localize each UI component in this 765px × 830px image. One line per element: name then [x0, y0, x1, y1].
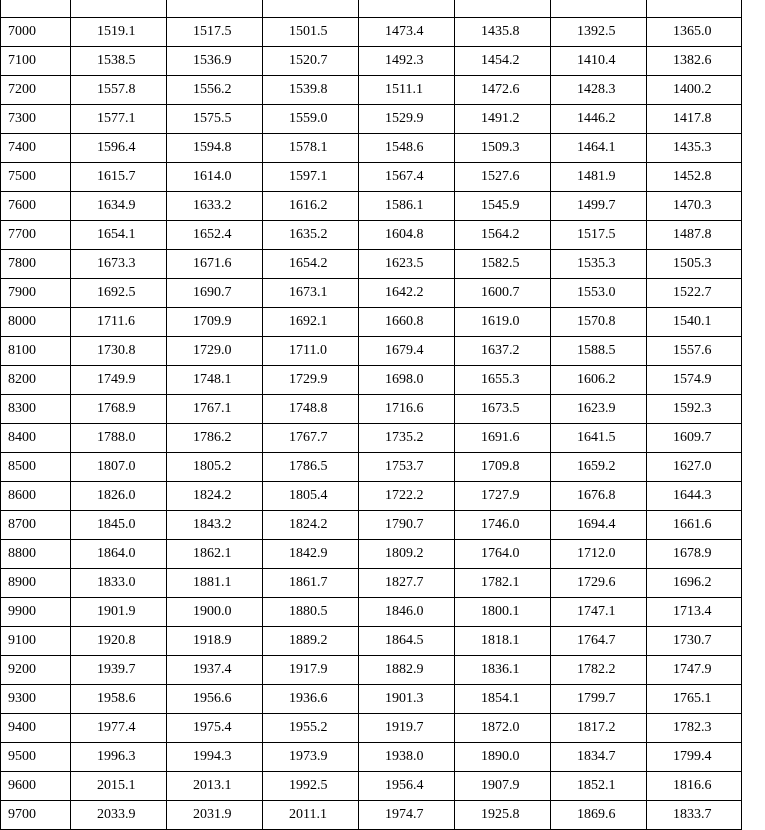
row-label-cell: 7700 — [1, 221, 71, 250]
table-cell: 1652.4 — [167, 221, 263, 250]
table-cell: 1925.8 — [455, 801, 551, 830]
table-cell: 1864.5 — [359, 627, 455, 656]
table-cell: 1711.0 — [263, 337, 359, 366]
table-cell: 1540.1 — [647, 308, 742, 337]
table-cell: 1644.3 — [647, 482, 742, 511]
table-cell: 1597.1 — [263, 163, 359, 192]
table-cell: 1673.3 — [71, 250, 167, 279]
row-label-cell: 8700 — [1, 511, 71, 540]
table-cell: 1692.1 — [263, 308, 359, 337]
table-row — [1, 453, 742, 482]
table-cell: 1872.0 — [455, 714, 551, 743]
table-cell: 1749.9 — [71, 366, 167, 395]
table-cell: 1588.5 — [551, 337, 647, 366]
table-cell: 1527.6 — [455, 163, 551, 192]
table-cell: 1529.9 — [359, 105, 455, 134]
table-cell: 1499.7 — [551, 192, 647, 221]
table-cell: 1428.3 — [551, 76, 647, 105]
table-cell: 1435.3 — [647, 134, 742, 163]
table-cell: 1654.1 — [71, 221, 167, 250]
table-cell: 1864.0 — [71, 540, 167, 569]
table-cell: 1690.7 — [167, 279, 263, 308]
row-label-cell: 7800 — [1, 250, 71, 279]
table-row — [1, 540, 742, 569]
table-cell: 1936.6 — [263, 685, 359, 714]
table-cell: 1974.7 — [359, 801, 455, 830]
row-label-cell: 8900 — [1, 569, 71, 598]
table-cell: 1472.6 — [455, 76, 551, 105]
table-cell: 1592.3 — [647, 395, 742, 424]
table-row — [1, 337, 742, 366]
table-cell: 1790.7 — [359, 511, 455, 540]
table-cell: 1473.4 — [359, 18, 455, 47]
row-label-cell: 8600 — [1, 482, 71, 511]
table-cell: 1659.2 — [551, 453, 647, 482]
table-cell: 1764.7 — [551, 627, 647, 656]
table-cell: 1890.0 — [455, 743, 551, 772]
table-cell — [359, 0, 455, 18]
table-cell: 1973.9 — [263, 743, 359, 772]
table-cell: 1786.5 — [263, 453, 359, 482]
table-cell: 1673.1 — [263, 279, 359, 308]
table-cell: 1767.1 — [167, 395, 263, 424]
table-cell: 1417.8 — [647, 105, 742, 134]
table-cell: 1570.8 — [551, 308, 647, 337]
table-cell: 1634.9 — [71, 192, 167, 221]
table-cell: 1517.5 — [551, 221, 647, 250]
table-cell: 1730.7 — [647, 627, 742, 656]
table-cell: 1827.7 — [359, 569, 455, 598]
table-row — [1, 714, 742, 743]
table-cell: 2031.9 — [167, 801, 263, 830]
table-cell: 1956.6 — [167, 685, 263, 714]
table-cell: 1800.1 — [455, 598, 551, 627]
table-row — [1, 192, 742, 221]
table-cell: 1559.0 — [263, 105, 359, 134]
table-cell: 1578.1 — [263, 134, 359, 163]
table-cell: 1817.2 — [551, 714, 647, 743]
table-cell: 1709.8 — [455, 453, 551, 482]
table-row — [1, 308, 742, 337]
table-cell: 1454.2 — [455, 47, 551, 76]
table-cell: 1691.6 — [455, 424, 551, 453]
table-cell: 1464.1 — [551, 134, 647, 163]
table-cell: 1548.6 — [359, 134, 455, 163]
table-cell: 1994.3 — [167, 743, 263, 772]
table-cell: 1805.2 — [167, 453, 263, 482]
table-cell: 1919.7 — [359, 714, 455, 743]
table-cell: 1586.1 — [359, 192, 455, 221]
table-cell: 1788.0 — [71, 424, 167, 453]
table-cell: 1594.8 — [167, 134, 263, 163]
table-row — [1, 47, 742, 76]
table-cell: 1764.0 — [455, 540, 551, 569]
row-label-cell: 7000 — [1, 18, 71, 47]
table-cell: 1446.2 — [551, 105, 647, 134]
table-row — [1, 743, 742, 772]
table-cell: 1782.3 — [647, 714, 742, 743]
table-cell: 1637.2 — [455, 337, 551, 366]
table-row — [1, 250, 742, 279]
table-cell: 1553.0 — [551, 279, 647, 308]
table-cell: 1955.2 — [263, 714, 359, 743]
table-cell: 1615.7 — [71, 163, 167, 192]
table-cell: 1641.5 — [551, 424, 647, 453]
table-cell: 1786.2 — [167, 424, 263, 453]
table-cell: 1918.9 — [167, 627, 263, 656]
table-cell: 2011.1 — [263, 801, 359, 830]
table-cell: 1567.4 — [359, 163, 455, 192]
row-label-cell: 9200 — [1, 656, 71, 685]
table-cell: 1753.7 — [359, 453, 455, 482]
row-label-cell: 9900 — [1, 598, 71, 627]
row-label-cell: 7300 — [1, 105, 71, 134]
row-label-cell: 9300 — [1, 685, 71, 714]
table-cell: 1692.5 — [71, 279, 167, 308]
table-row — [1, 163, 742, 192]
table-cell: 1729.0 — [167, 337, 263, 366]
table-cell: 1619.0 — [455, 308, 551, 337]
table-cell: 1679.4 — [359, 337, 455, 366]
table-cell: 1937.4 — [167, 656, 263, 685]
table-cell — [263, 0, 359, 18]
table-cell: 1746.0 — [455, 511, 551, 540]
table-cell: 1869.6 — [551, 801, 647, 830]
table-row — [1, 656, 742, 685]
table-cell: 1609.7 — [647, 424, 742, 453]
table-cell: 1519.1 — [71, 18, 167, 47]
table-cell: 1920.8 — [71, 627, 167, 656]
table-cell — [1, 0, 71, 18]
table-cell: 1768.9 — [71, 395, 167, 424]
table-cell: 1635.2 — [263, 221, 359, 250]
row-label-cell: 9700 — [1, 801, 71, 830]
table-cell: 1698.0 — [359, 366, 455, 395]
table-cell: 1901.9 — [71, 598, 167, 627]
table-cell: 1539.8 — [263, 76, 359, 105]
table-cell: 1854.1 — [455, 685, 551, 714]
row-label-cell: 8400 — [1, 424, 71, 453]
table-cell: 1711.6 — [71, 308, 167, 337]
row-label-cell: 8500 — [1, 453, 71, 482]
table-cell: 1748.1 — [167, 366, 263, 395]
row-label-cell: 8200 — [1, 366, 71, 395]
table-cell: 1782.1 — [455, 569, 551, 598]
table-cell: 1535.3 — [551, 250, 647, 279]
table-cell: 1977.4 — [71, 714, 167, 743]
table-cell: 1833.0 — [71, 569, 167, 598]
table-cell: 1846.0 — [359, 598, 455, 627]
table-cell: 1709.9 — [167, 308, 263, 337]
table-cell: 1861.7 — [263, 569, 359, 598]
table-row — [1, 221, 742, 250]
row-label-cell: 8000 — [1, 308, 71, 337]
table-cell: 1522.7 — [647, 279, 742, 308]
table-cell: 1996.3 — [71, 743, 167, 772]
table-cell: 1410.4 — [551, 47, 647, 76]
table-cell: 1575.5 — [167, 105, 263, 134]
table-cell: 1600.7 — [455, 279, 551, 308]
table-cell: 1694.4 — [551, 511, 647, 540]
table-cell — [167, 0, 263, 18]
table-cell: 1713.4 — [647, 598, 742, 627]
table-cell: 1660.8 — [359, 308, 455, 337]
table-row — [1, 511, 742, 540]
row-label-cell: 7400 — [1, 134, 71, 163]
table-cell: 2013.1 — [167, 772, 263, 801]
table-cell: 1400.2 — [647, 76, 742, 105]
table-cell: 1722.2 — [359, 482, 455, 511]
table-cell: 1606.2 — [551, 366, 647, 395]
row-label-cell: 7100 — [1, 47, 71, 76]
table-cell: 1382.6 — [647, 47, 742, 76]
table-row — [1, 685, 742, 714]
table-cell: 1536.9 — [167, 47, 263, 76]
table-cell: 1834.7 — [551, 743, 647, 772]
table-cell: 2015.1 — [71, 772, 167, 801]
table-cell: 1696.2 — [647, 569, 742, 598]
table-cell: 1452.8 — [647, 163, 742, 192]
table-cell: 1748.8 — [263, 395, 359, 424]
table-cell: 1938.0 — [359, 743, 455, 772]
table-cell: 1939.7 — [71, 656, 167, 685]
table-cell: 1557.8 — [71, 76, 167, 105]
row-label-cell: 9500 — [1, 743, 71, 772]
row-label-cell: 8300 — [1, 395, 71, 424]
table-cell: 1712.0 — [551, 540, 647, 569]
table-cell: 1767.7 — [263, 424, 359, 453]
table-cell: 1633.2 — [167, 192, 263, 221]
table-cell: 1843.2 — [167, 511, 263, 540]
table-cell: 1730.8 — [71, 337, 167, 366]
row-label-cell: 9100 — [1, 627, 71, 656]
table-cell: 1956.4 — [359, 772, 455, 801]
table-row — [1, 424, 742, 453]
table-cell: 1747.9 — [647, 656, 742, 685]
table-cell: 1623.9 — [551, 395, 647, 424]
table-cell: 1655.3 — [455, 366, 551, 395]
table-row — [1, 18, 742, 47]
row-label-cell: 7600 — [1, 192, 71, 221]
table-cell: 1491.2 — [455, 105, 551, 134]
table-row — [1, 105, 742, 134]
table-cell: 1673.5 — [455, 395, 551, 424]
table-cell: 1833.7 — [647, 801, 742, 830]
row-label-cell: 7200 — [1, 76, 71, 105]
table-cell: 1889.2 — [263, 627, 359, 656]
table-row — [1, 801, 742, 830]
table-cell: 1365.0 — [647, 18, 742, 47]
row-label-cell: 9600 — [1, 772, 71, 801]
table-cell: 1917.9 — [263, 656, 359, 685]
table-cell: 1538.5 — [71, 47, 167, 76]
row-label-cell: 9400 — [1, 714, 71, 743]
table-cell: 1604.8 — [359, 221, 455, 250]
table-cell: 1900.0 — [167, 598, 263, 627]
table-cell: 1824.2 — [263, 511, 359, 540]
table-cell: 1782.2 — [551, 656, 647, 685]
table-cell: 1481.9 — [551, 163, 647, 192]
table-cell: 1520.7 — [263, 47, 359, 76]
table-cell: 1661.6 — [647, 511, 742, 540]
table-cell: 1958.6 — [71, 685, 167, 714]
table-row — [1, 366, 742, 395]
row-label-cell: 7900 — [1, 279, 71, 308]
table-cell: 1901.3 — [359, 685, 455, 714]
table-cell: 1623.5 — [359, 250, 455, 279]
table-cell: 1729.6 — [551, 569, 647, 598]
table-cell: 1501.5 — [263, 18, 359, 47]
table-cell: 1807.0 — [71, 453, 167, 482]
table-cell: 1616.2 — [263, 192, 359, 221]
table-cell: 1470.3 — [647, 192, 742, 221]
table-cell: 1816.6 — [647, 772, 742, 801]
table-cell: 1487.8 — [647, 221, 742, 250]
table-cell: 1845.0 — [71, 511, 167, 540]
table-cell: 1654.2 — [263, 250, 359, 279]
table-cell: 1836.1 — [455, 656, 551, 685]
table-row — [1, 598, 742, 627]
table-cell: 1614.0 — [167, 163, 263, 192]
table-cell: 2033.9 — [71, 801, 167, 830]
table-row — [1, 76, 742, 105]
table-cell: 1729.9 — [263, 366, 359, 395]
table-cell: 1805.4 — [263, 482, 359, 511]
table-row — [1, 482, 742, 511]
table-cell: 1678.9 — [647, 540, 742, 569]
table-cell: 1574.9 — [647, 366, 742, 395]
table-cell — [647, 0, 742, 18]
table-cell: 1642.2 — [359, 279, 455, 308]
table-cell: 1505.3 — [647, 250, 742, 279]
table-cell: 1509.3 — [455, 134, 551, 163]
table-cell: 1582.5 — [455, 250, 551, 279]
table-cell: 1882.9 — [359, 656, 455, 685]
table-cell: 1862.1 — [167, 540, 263, 569]
table-cell: 1735.2 — [359, 424, 455, 453]
table-cell: 1727.9 — [455, 482, 551, 511]
table-cell: 1799.4 — [647, 743, 742, 772]
table-cell: 1881.1 — [167, 569, 263, 598]
row-label-cell: 7500 — [1, 163, 71, 192]
table-row — [1, 134, 742, 163]
table-cell: 1799.7 — [551, 685, 647, 714]
table-cell — [551, 0, 647, 18]
table-cell: 1577.1 — [71, 105, 167, 134]
row-label-cell: 8800 — [1, 540, 71, 569]
table-cell — [455, 0, 551, 18]
table-cell: 1545.9 — [455, 192, 551, 221]
table-cell: 1596.4 — [71, 134, 167, 163]
table-cell: 1517.5 — [167, 18, 263, 47]
row-label-cell: 8100 — [1, 337, 71, 366]
table-cell: 1676.8 — [551, 482, 647, 511]
table-cell: 1716.6 — [359, 395, 455, 424]
table-cell: 1809.2 — [359, 540, 455, 569]
table-cell: 1824.2 — [167, 482, 263, 511]
table-row — [1, 395, 742, 424]
table-cell: 1627.0 — [647, 453, 742, 482]
table-cell: 1818.1 — [455, 627, 551, 656]
table-cell: 1671.6 — [167, 250, 263, 279]
table-cell: 1975.4 — [167, 714, 263, 743]
table-cell: 1511.1 — [359, 76, 455, 105]
table-row-partial — [1, 0, 742, 18]
table-cell — [71, 0, 167, 18]
table-cell: 1842.9 — [263, 540, 359, 569]
table-row — [1, 569, 742, 598]
table-cell: 1907.9 — [455, 772, 551, 801]
table-row — [1, 627, 742, 656]
table-cell: 1852.1 — [551, 772, 647, 801]
table-cell: 1880.5 — [263, 598, 359, 627]
table-body — [1, 0, 742, 830]
table-cell: 1492.3 — [359, 47, 455, 76]
table-cell: 1747.1 — [551, 598, 647, 627]
table-cell: 1435.8 — [455, 18, 551, 47]
table-cell: 1826.0 — [71, 482, 167, 511]
table-cell: 1392.5 — [551, 18, 647, 47]
table-cell: 1765.1 — [647, 685, 742, 714]
table-cell: 1564.2 — [455, 221, 551, 250]
table-cell: 1556.2 — [167, 76, 263, 105]
table-cell: 1992.5 — [263, 772, 359, 801]
table-cell: 1557.6 — [647, 337, 742, 366]
table-row — [1, 279, 742, 308]
table-row — [1, 772, 742, 801]
